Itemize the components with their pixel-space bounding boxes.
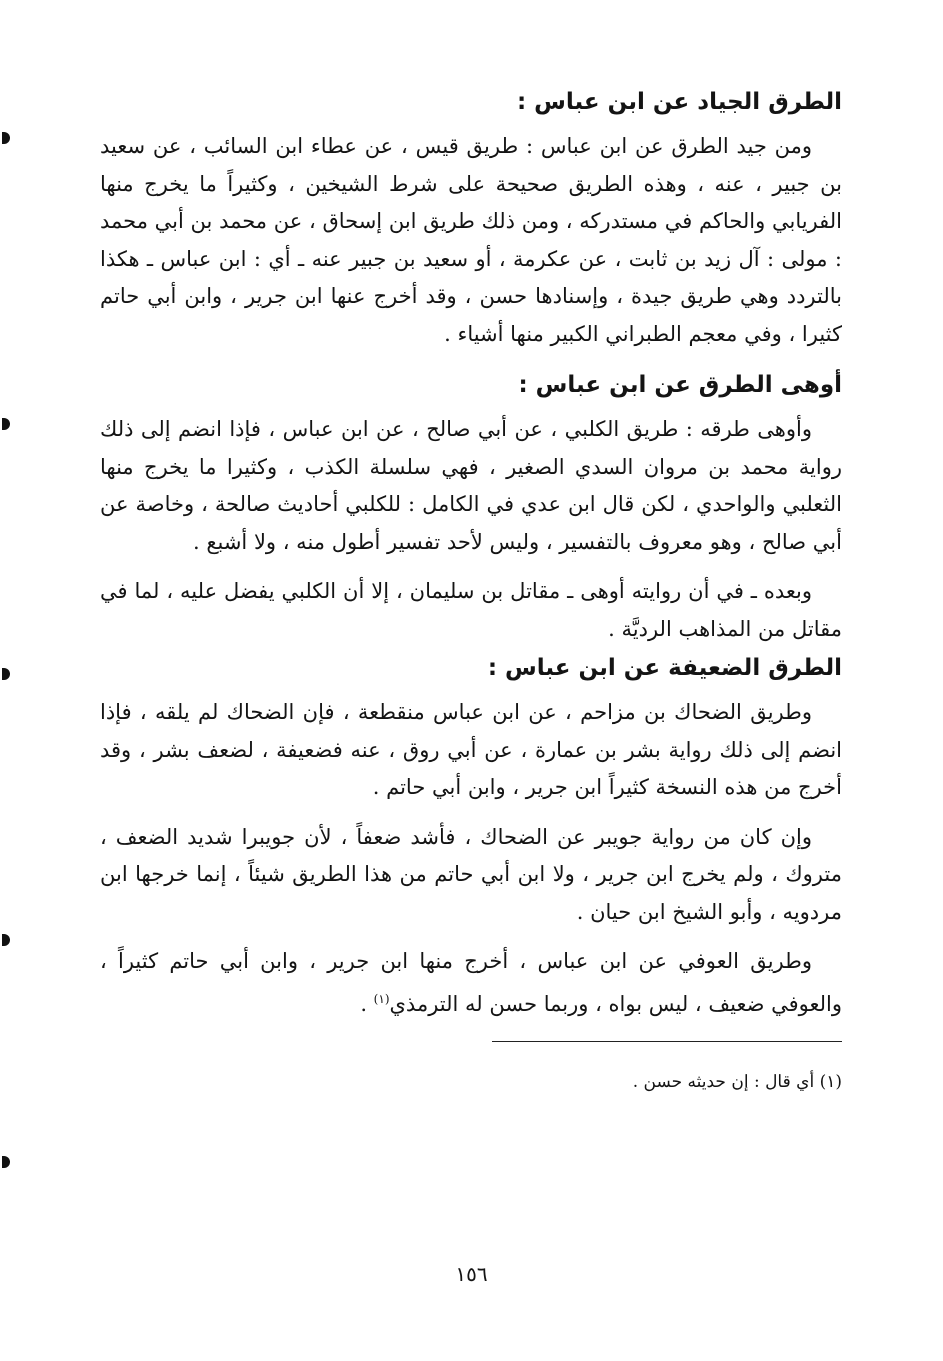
footnote-divider bbox=[492, 1041, 842, 1042]
paragraph: وبعده ـ في أن روايته أوهى ـ مقاتل بن سليمان ، إلا أن الكلبي يفضل عليه ، لما في مقاتل من المذاهب الرديَّة . bbox=[100, 579, 842, 641]
margin-mark bbox=[2, 934, 10, 946]
paragraph-with-footnote bbox=[100, 943, 842, 1023]
footnote: (١) أي قال : إن حديثه حسن . bbox=[632, 1072, 842, 1092]
page-number: ١٥٦ bbox=[455, 1262, 488, 1286]
section-heading-weak-chains: الطرق الضعيفة عن ابن عباس : bbox=[487, 655, 842, 681]
paragraph-text: وطريق العوفي عن ابن عباس ، أخرج منها ابن جرير ، وابن أبي حاتم كثيراً ، والعوفي ضعيف ، ليس بواه ، وربما حسن له الترمذي bbox=[100, 949, 842, 1016]
paragraph: وأوهى طرقه : طريق الكلبي ، عن أبي صالح ، عن ابن عباس ، فإذا انضم إلى ذلك رواية محمد بن مروان السدي الصغير ، فهي سلسلة الكذب ، وكثيرا ما يخرج منها الثعلبي والواحدي ، لكن قال ابن عدي في الكامل : للكلبي أحاديث صالحة ، وخاصة عن أبي صالح ، وهو معروف بالتفسير ، وليس لأحد تفسير أطول منه ، ولا أشبع . bbox=[100, 417, 842, 554]
margin-mark bbox=[2, 1156, 10, 1168]
paragraph: وطريق الضحاك بن مزاحم ، عن ابن عباس منقطعة ، فإن الضحاك لم يلقه ، فإذا انضم إلى ذلك رواية بشر بن عمارة ، عن أبي روق ، عنه فضعيفة ، لضعف بشر ، وقد أخرج من هذه النسخة كثيراً ابن جرير ، وابن أبي حاتم . bbox=[100, 700, 842, 799]
paragraph: ومن جيد الطرق عن ابن عباس : طريق قيس ، عن عطاء ابن السائب ، عن سعيد بن جبير ، عنه ، وهذه الطريق صحيحة على شرط الشيخين ، وكثيراً ما يخرج منها الفريابي والحاكم في مستدركه ، ومن ذلك طريق ابن إسحاق ، عن محمد بن أبي محمد : مولى : آل زيد بن ثابت ، عن عكرمة ، أو سعيد بن جبير عنه ـ أي : ابن عباس ـ هكذا بالتردد وهي طريق جيدة ، وإسنادها حسن ، وقد أخرج عنها ابن جرير ، وابن أبي حاتم كثيرا ، وفي معجم الطبراني الكبير منها أشياء . bbox=[100, 134, 842, 346]
paragraph: وإن كان من رواية جويبر عن الضحاك ، فأشد ضعفاً ، لأن جويبرا شديد الضعف ، متروك ، ولم يخرج ابن جرير ، ولا ابن أبي حاتم من هذا الطريق شيئاً ، إنما خرجها ابن مردويه ، وأبو الشيخ ابن حيان . bbox=[100, 824, 842, 924]
margin-mark bbox=[2, 668, 10, 680]
section-heading-weakest-chains: أوهى الطرق عن ابن عباس : bbox=[518, 372, 842, 398]
margin-mark bbox=[2, 132, 10, 144]
margin-mark bbox=[2, 418, 10, 430]
page-body bbox=[100, 82, 842, 1096]
footnote-marker[interactable]: (١) bbox=[373, 991, 390, 1006]
section-heading-good-chains: الطرق الجياد عن ابن عباس : bbox=[516, 89, 842, 115]
paragraph-tail: . bbox=[360, 991, 374, 1016]
